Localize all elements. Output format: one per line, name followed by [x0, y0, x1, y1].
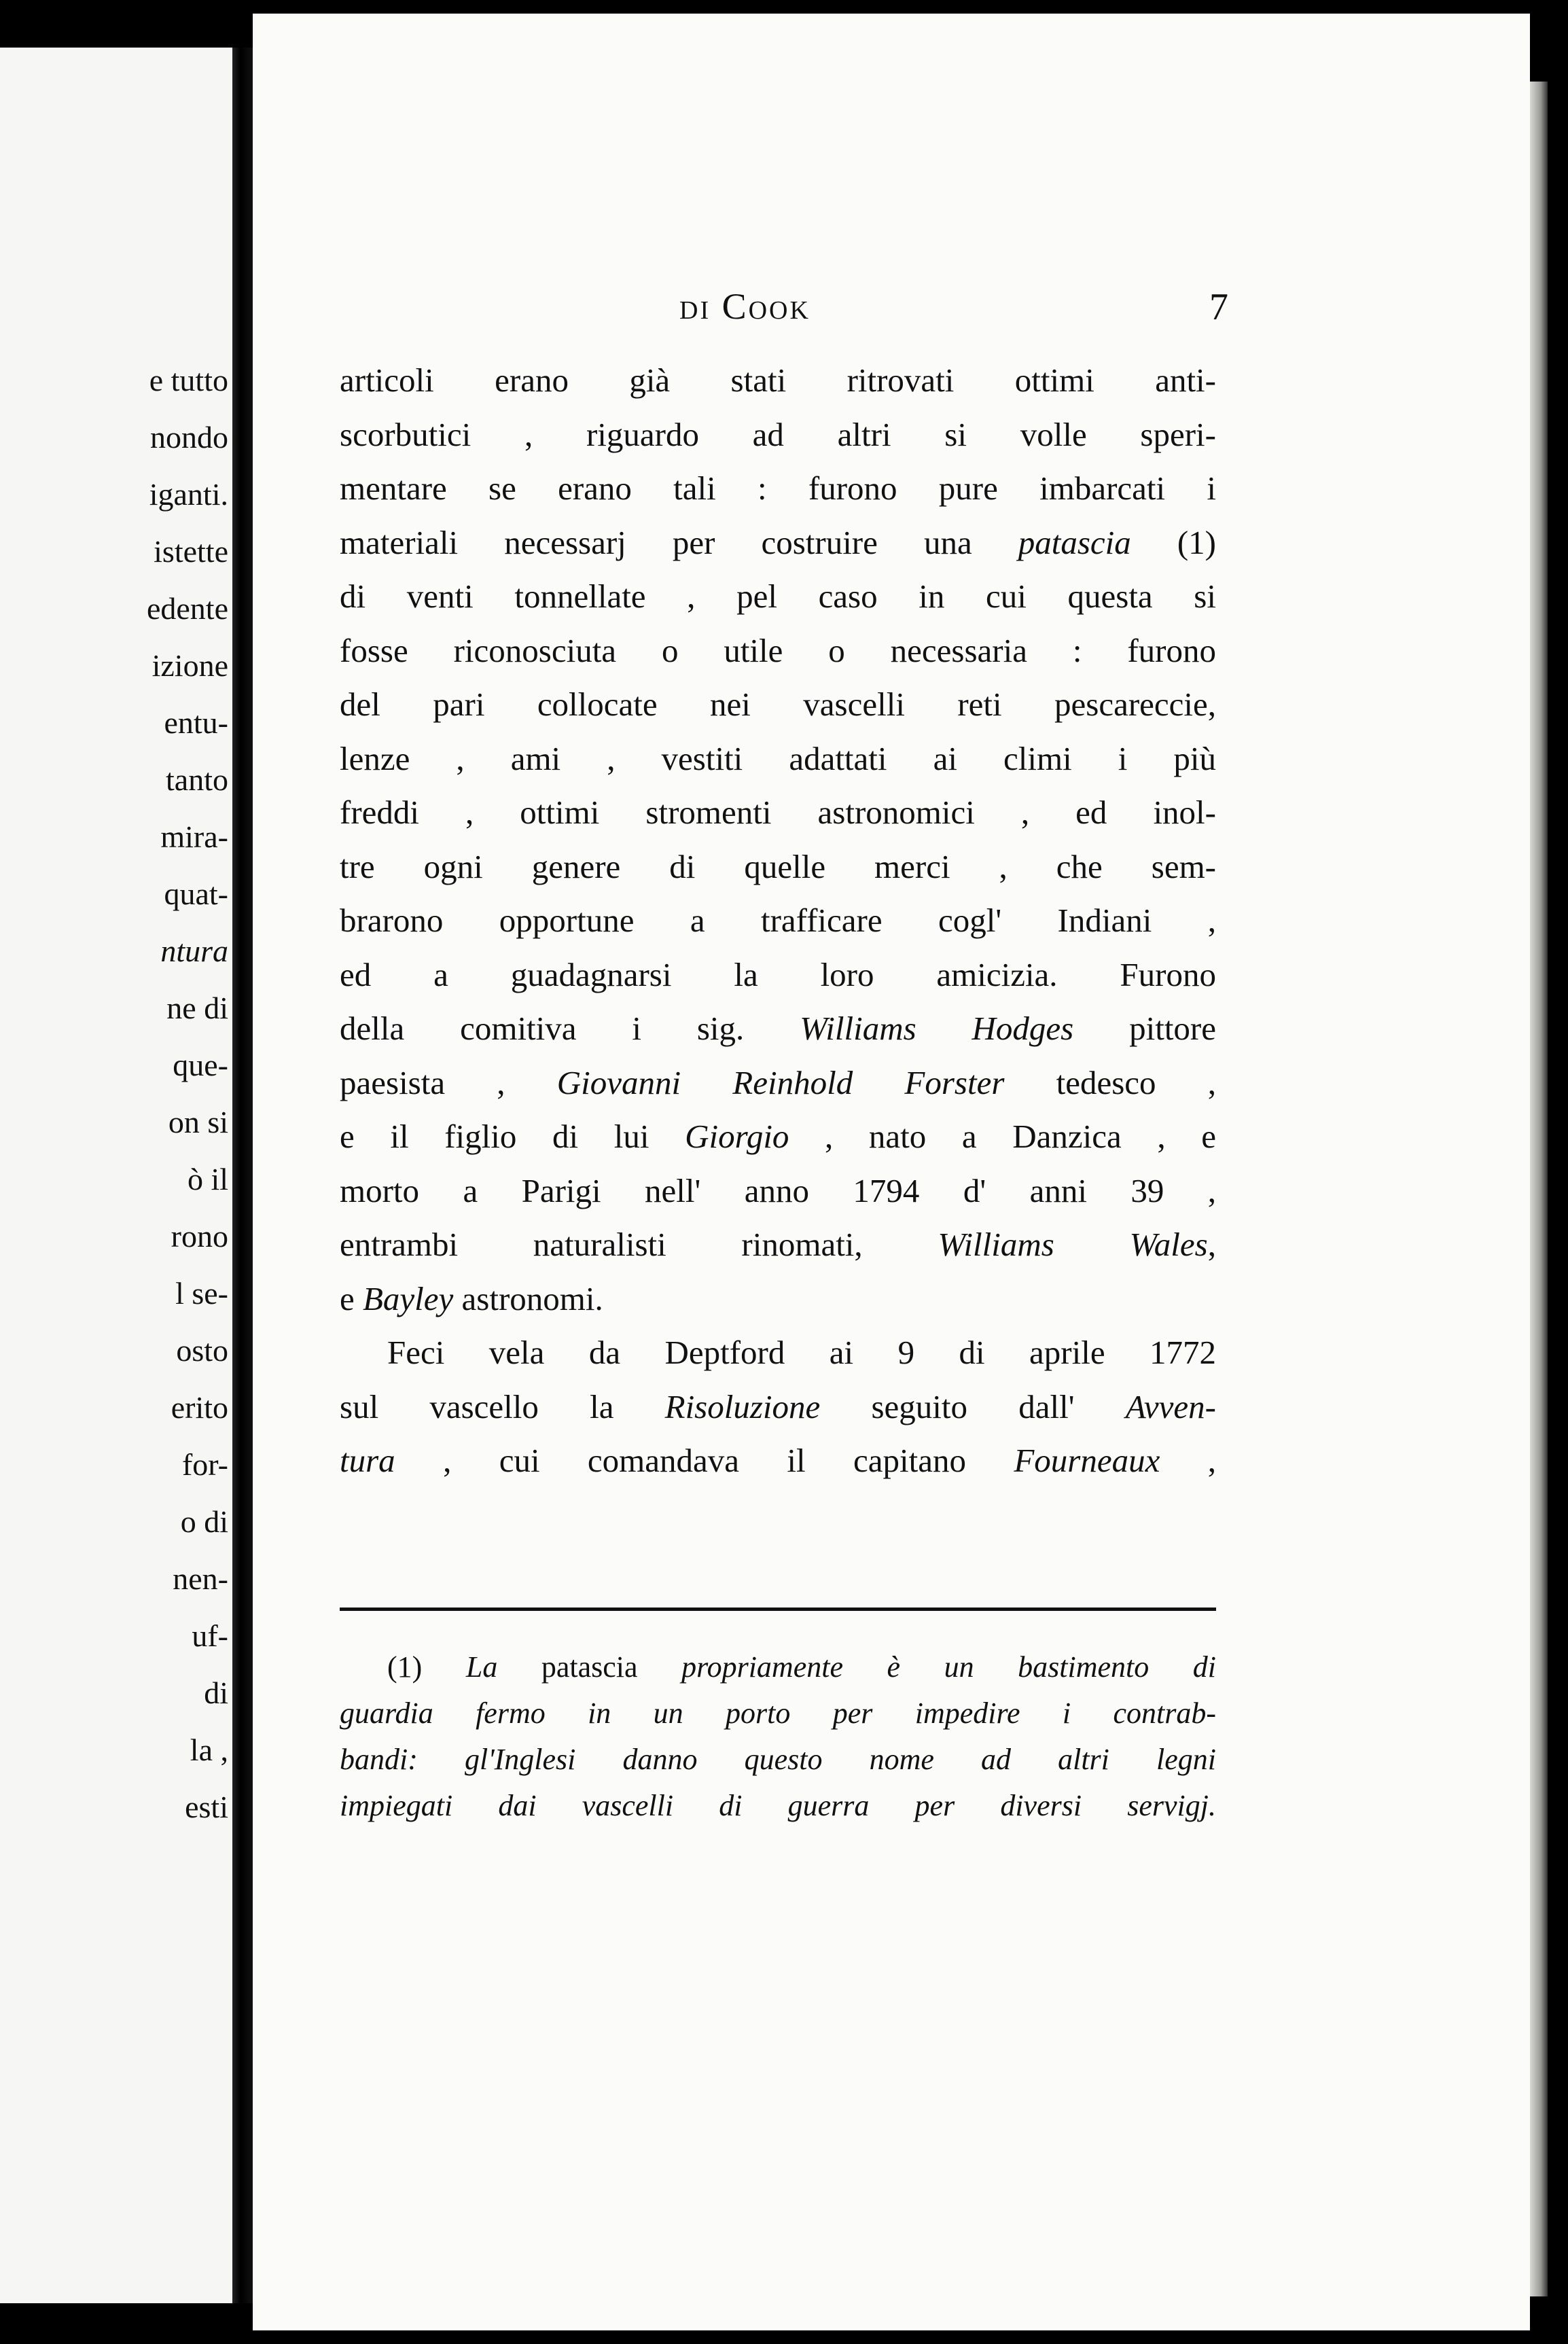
text-run: della comitiva i sig.	[340, 1010, 800, 1047]
text-run: e	[340, 1279, 363, 1317]
text-run: patascia	[497, 1650, 682, 1684]
body-line	[340, 1056, 1216, 1110]
left-page-fragment: tanto	[166, 762, 228, 797]
italic-run: Risoluzione	[664, 1387, 821, 1425]
italic-run: Giovanni Reinhold Forster	[556, 1063, 1005, 1101]
page-edge	[1530, 82, 1548, 2296]
body-line	[340, 1434, 1216, 1488]
italic-run: Giorgio	[685, 1118, 789, 1155]
left-page-fragment: e tutto	[149, 363, 228, 397]
body-line	[340, 1001, 1216, 1056]
left-page-fragment: ne di	[166, 991, 228, 1025]
left-page-fragment: l se-	[175, 1276, 228, 1311]
left-page-fragment: nen-	[173, 1561, 228, 1596]
body-line	[340, 516, 1216, 570]
left-page-fragment: di	[204, 1675, 228, 1710]
left-page-fragment: la ,	[190, 1733, 228, 1767]
text-run: di venti tonnellate , pel caso in cui questa si	[340, 578, 1216, 615]
left-page-fragment: for-	[181, 1447, 228, 1482]
left-page-fragment: osto	[176, 1333, 228, 1368]
body-line	[340, 1272, 1216, 1326]
text-run: seguito dall'	[820, 1387, 1126, 1425]
body-line	[340, 1109, 1216, 1164]
body-line	[340, 408, 1216, 462]
body-line	[340, 677, 1216, 732]
left-page-fragment: erito	[171, 1390, 228, 1425]
left-page-fragment: esti	[185, 1790, 228, 1824]
left-page-text-fragments	[147, 352, 228, 1836]
body-text	[340, 353, 1216, 1488]
italic-run: Williams Hodges	[800, 1010, 1074, 1047]
italic-run: Williams Wales	[938, 1226, 1208, 1263]
book-gutter	[232, 48, 253, 2303]
body-line	[340, 1218, 1216, 1272]
italic-run: propriamente è un bastimento di	[681, 1650, 1216, 1684]
text-run: morto a Parigi nell' anno 1794 d' anni 39 ,	[340, 1171, 1216, 1209]
italic-run: tura	[340, 1442, 395, 1479]
text-run: ,	[1207, 1226, 1216, 1263]
text-run: fosse riconosciuta o utile o necessaria : furono	[340, 631, 1216, 669]
footnote-line	[340, 1783, 1216, 1829]
footnote-line	[340, 1690, 1216, 1737]
italic-run: Avven-	[1125, 1387, 1216, 1425]
text-run: pittore	[1073, 1010, 1216, 1047]
left-page-fragment: on si	[168, 1105, 228, 1139]
body-line	[340, 353, 1216, 408]
footnote-line	[340, 1644, 1216, 1690]
left-page-fragment: ntura	[160, 934, 228, 968]
body-line	[340, 785, 1216, 840]
left-page	[0, 48, 232, 2303]
left-page-fragment: que-	[173, 1048, 228, 1082]
italic-run: guardia fermo in un porto per impedire i contrab-	[340, 1697, 1216, 1730]
footnote-line	[340, 1737, 1216, 1783]
left-page-fragment: iganti.	[149, 477, 228, 512]
text-run: ed a guadagnarsi la loro amicizia. Furono	[340, 955, 1216, 993]
left-page-fragment: o di	[180, 1504, 228, 1539]
text-run: freddi , ottimi stromenti astronomici , ed inol-	[340, 794, 1216, 831]
footnote-rule	[340, 1608, 1216, 1611]
text-run: materiali necessarj per costruire una	[340, 523, 1018, 561]
text-run: scorbutici , riguardo ad altri si volle speri-	[340, 415, 1216, 453]
italic-run: La	[465, 1650, 498, 1684]
body-line	[340, 1326, 1216, 1380]
text-run: paesista ,	[340, 1063, 557, 1101]
italic-run: patascia	[1018, 523, 1131, 561]
body-line	[340, 624, 1216, 678]
text-run: tre ogni genere di quelle merci , che sem-	[340, 847, 1216, 885]
page-number: 7	[1209, 286, 1228, 328]
left-page-fragment: rono	[171, 1219, 228, 1254]
italic-run: Bayley	[363, 1279, 454, 1317]
italic-run: bandi: gl'Inglesi danno questo nome ad altri legni	[340, 1743, 1216, 1776]
left-page-fragment: edente	[146, 591, 228, 626]
text-run: mentare se erano tali : furono pure imbarcati i	[340, 469, 1216, 507]
text-run: sul vascello la	[340, 1387, 665, 1425]
left-page-fragment: istette	[154, 534, 228, 569]
left-page-fragment: nondo	[150, 420, 228, 455]
left-page-fragment: entu-	[164, 705, 228, 740]
text-run: articoli erano già stati ritrovati ottimi anti-	[340, 361, 1216, 399]
text-run: entrambi naturalisti rinomati,	[340, 1226, 938, 1263]
text-run: (1)	[1130, 523, 1216, 561]
text-run: astronomi.	[453, 1279, 603, 1317]
text-run: e il figlio di lui	[340, 1118, 685, 1155]
left-page-fragment: uf-	[192, 1618, 228, 1653]
text-run: , cui comandava il capitano	[395, 1442, 1014, 1479]
text-run: tedesco ,	[1004, 1063, 1216, 1101]
body-line	[340, 461, 1216, 516]
text-run: brarono opportune a trafficare cogl' Indiani ,	[340, 902, 1216, 939]
body-line	[340, 1164, 1216, 1218]
italic-run: impiegati dai vascelli di guerra per diversi servigj.	[340, 1789, 1216, 1822]
body-line	[340, 948, 1216, 1002]
italic-run: Fourneaux	[1014, 1442, 1160, 1479]
text-run: , nato a Danzica , e	[789, 1118, 1216, 1155]
body-line	[340, 893, 1216, 948]
body-line	[340, 732, 1216, 786]
running-title: di Cook	[679, 286, 810, 327]
left-page-fragment: ò il	[187, 1162, 228, 1196]
body-line	[340, 1380, 1216, 1434]
text-run: ,	[1160, 1442, 1217, 1479]
running-head	[427, 285, 1228, 340]
text-run: (1)	[387, 1650, 466, 1684]
left-page-fragment: izione	[152, 648, 228, 683]
text-run: del pari collocate nei vascelli reti pescareccie,	[340, 686, 1216, 723]
body-line	[340, 840, 1216, 894]
text-run: Feci vela da Deptford ai 9 di aprile 1772	[387, 1334, 1216, 1371]
left-page-fragment: mira-	[160, 819, 228, 854]
body-line	[340, 569, 1216, 624]
text-run: lenze , ami , vestiti adattati ai climi i più	[340, 739, 1216, 777]
footnote	[340, 1644, 1216, 1829]
left-page-fragment: quat-	[164, 876, 228, 911]
